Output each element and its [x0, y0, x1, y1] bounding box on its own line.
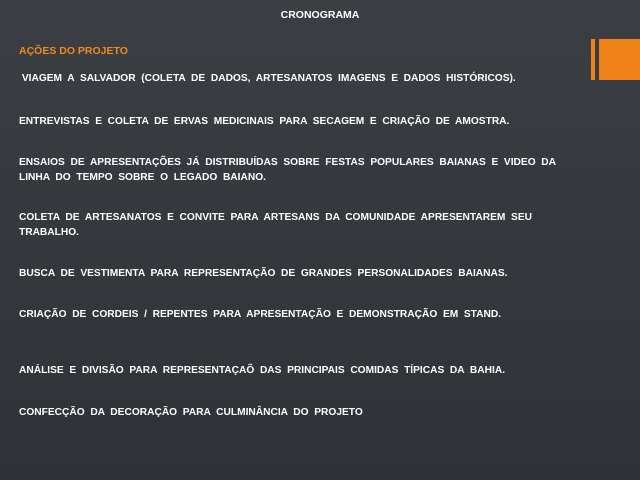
list-item-cordeis: CRIAÇÃO DE CORDEIS / REPENTES PARA APRESENTAÇÃO E DEMONSTRAÇÃO EM STAND.: [19, 309, 502, 320]
list-item-comidas: ANÁLISE E DIVISÃO PARA REPRESENTAÇAÕ DAS PRINCIPAIS COMIDAS TÍPICAS DA BAHIA.: [19, 365, 506, 376]
list-item-ensaios: ENSAIOS DE APRESENTAÇÕES JÁ DISTRIBUÍDAS SOBRE FESTAS POPULARES BAIANAS E VIDEO DA LINHA DO TEMPO SOBRE O LEGADO BAIANO.: [19, 157, 556, 183]
list-item-decoracao: CONFECÇÃO DA DECORAÇÃO PARA CULMINÂNCIA DO PROJETO: [19, 407, 363, 418]
section-heading: AÇÕES DO PROJETO: [19, 45, 128, 57]
list-item-vestimenta: BUSCA DE VESTIMENTA PARA REPRESENTAÇÃO DE GRANDES PERSONALIDADES BAIANAS.: [19, 268, 508, 279]
accent-bar-thick: [599, 39, 640, 80]
slide-title: CRONOGRAMA: [280, 9, 360, 21]
list-item-coleta-artesanatos: COLETA DE ARTESANATOS E CONVITE PARA ARTESANS DA COMUNIDADE APRESENTAREM SEU TRABALHO.: [19, 212, 532, 238]
list-item-entrevistas: ENTREVISTAS E COLETA DE ERVAS MEDICINAIS PARA SECAGEM E CRIAÇÃO DE AMOSTRA.: [19, 116, 510, 127]
list-item-viagem: VIAGEM A SALVADOR (COLETA DE DADOS, ARTESANATOS IMAGENS E DADOS HISTÓRICOS).: [19, 73, 516, 84]
